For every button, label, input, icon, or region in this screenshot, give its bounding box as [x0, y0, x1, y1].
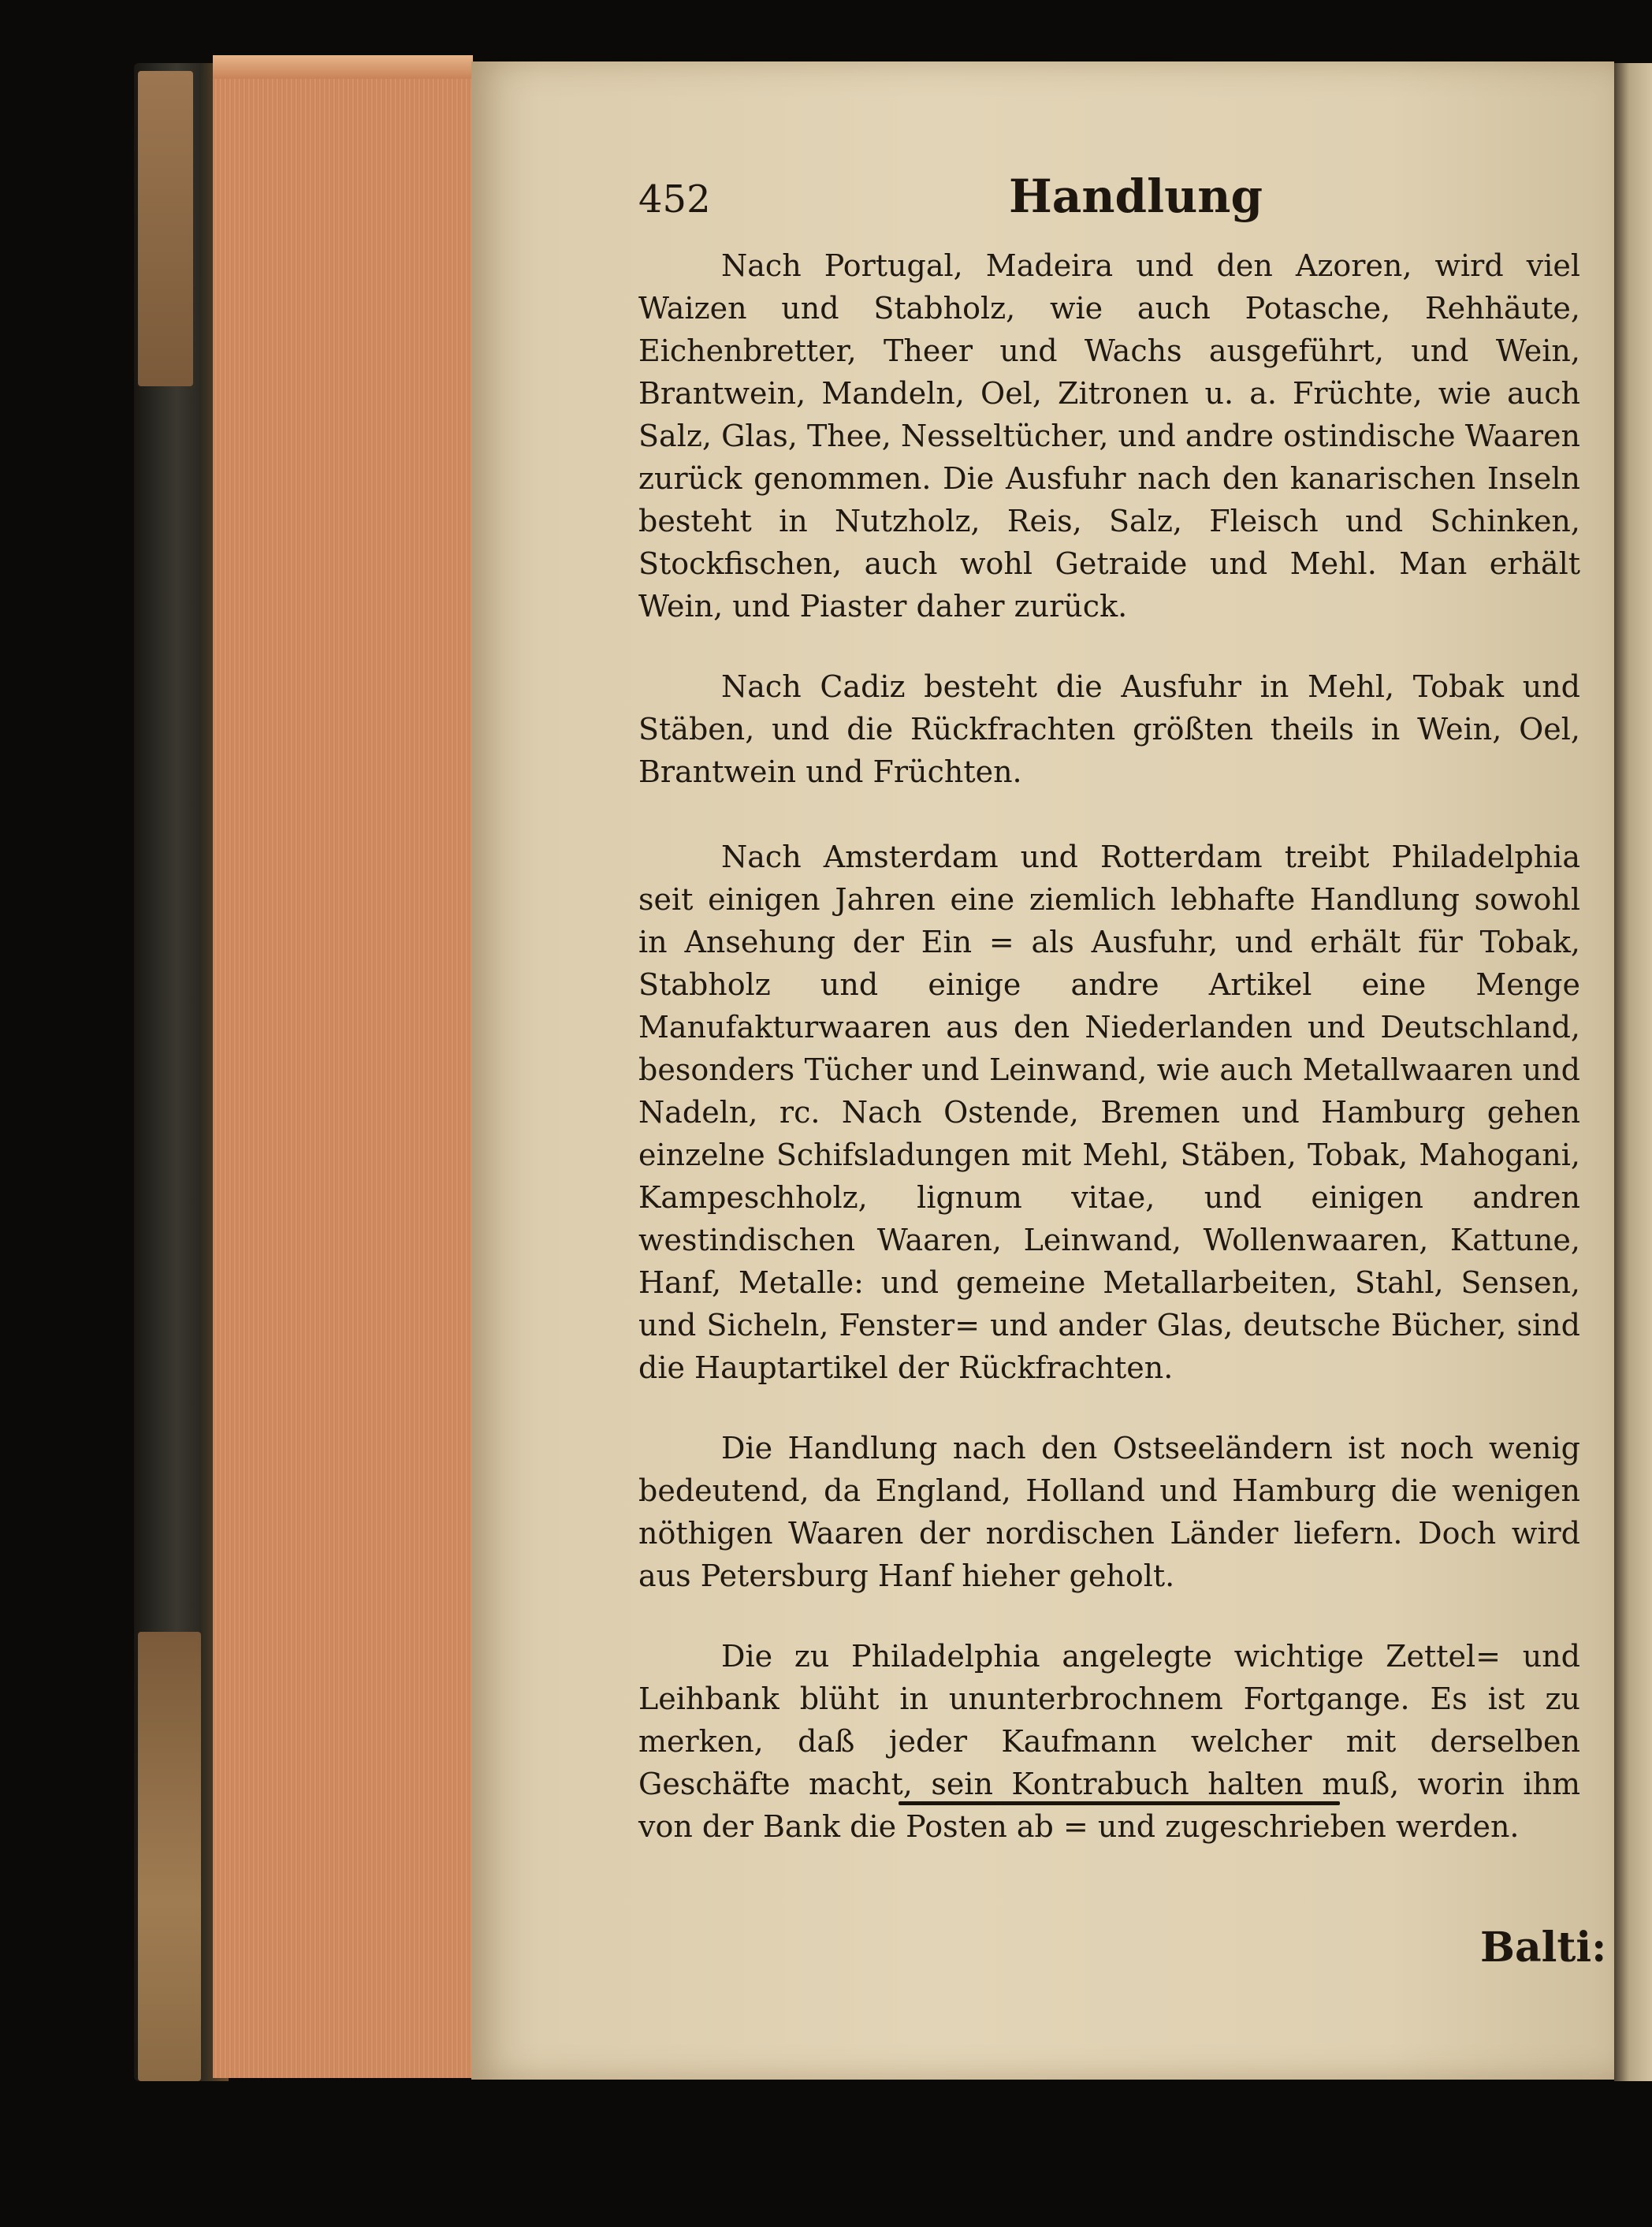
next-page-edge — [1614, 63, 1652, 2081]
paragraph-ostsee: Die Handlung nach den Ostseeländern ist noch wenig bedeutend, da England, Holland und Hamburg die wenigen nöthigen Waaren der nordischen Länder liefern. Doch wird aus Petersburg Hanf hieher geholt. — [638, 1431, 1580, 1593]
catchword: Balti: — [1480, 1923, 1607, 1972]
section-divider — [899, 1801, 1340, 1805]
cover-corner-top — [138, 71, 193, 386]
paragraph-bank: Die zu Philadelphia angelegte wichtige Zettel= und Leihbank blüht in ununterbrochnem Fortgange. Es ist zu merken, daß jeder Kaufmann welcher mit derselben Geschäfte macht, sein Kontrabuch halten muß, worin ihm von der Bank die Posten ab = und zugeschrieben werden. — [638, 1639, 1580, 1844]
paragraph-amsterdam: Nach Amsterdam und Rotterdam treibt Philadelphia seit einigen Jahren eine ziemlich lebhafte Handlung sowohl in Ansehung der Ein = als Ausfuhr, und erhält für Tobak, Stabholz und einige andre Artikel eine Menge Manufakturwaaren aus den Niederlanden und Deutschland, besonders Tücher und Leinwand, wie auch Metallwaaren und Nadeln, rc. Nach Ostende, Bremen und Hamburg gehen einzelne Schifsladungen mit Mehl, Stäben, Tobak, Mahogani, Kampeschholz, lignum vitae, und einigen andren westindischen Waaren, Leinwand, Wollenwaaren, Kattune, Hanf, Metalle: und gemeine Metallarbeiten, Stahl, Sensen, und Sicheln, Fenster= und ander Glas, deutsche Bücher, sind die Hauptartikel der Rückfrachten. — [638, 840, 1580, 1385]
cover-corner-bottom — [138, 1632, 201, 2081]
page-edges-top — [213, 55, 473, 79]
paragraph-portugal: Nach Portugal, Madeira und den Azoren, wird viel Waizen und Stabholz, wie auch Potasche, Rehhäute, Eichenbretter, Theer und Wachs ausgeführt, und Wein, Brantwein, Mandeln, Oel, Zitronen u. a. Früchte, wie auch Salz, Glas, Thee, Nesseltücher, und andre ostindische Waaren zurück genommen. Die Ausfuhr nach den kanarischen Inseln besteht in Nutzholz, Reis, Salz, Fleisch und Schinken, Stockfischen, auch wohl Getraide und Mehl. Man erhält Wein, und Piaster daher zurück. — [638, 248, 1580, 624]
page-header — [638, 169, 1584, 240]
body-text — [638, 244, 1580, 1886]
page-number: 452 — [638, 177, 711, 222]
running-title: Handlung — [1009, 169, 1263, 223]
paragraph-cadiz: Nach Cadiz besteht die Ausfuhr in Mehl, Tobak und Stäben, und die Rückfrachten größten theils in Wein, Oel, Brantwein und Früchten. — [638, 669, 1580, 789]
page-edges — [213, 57, 473, 2078]
